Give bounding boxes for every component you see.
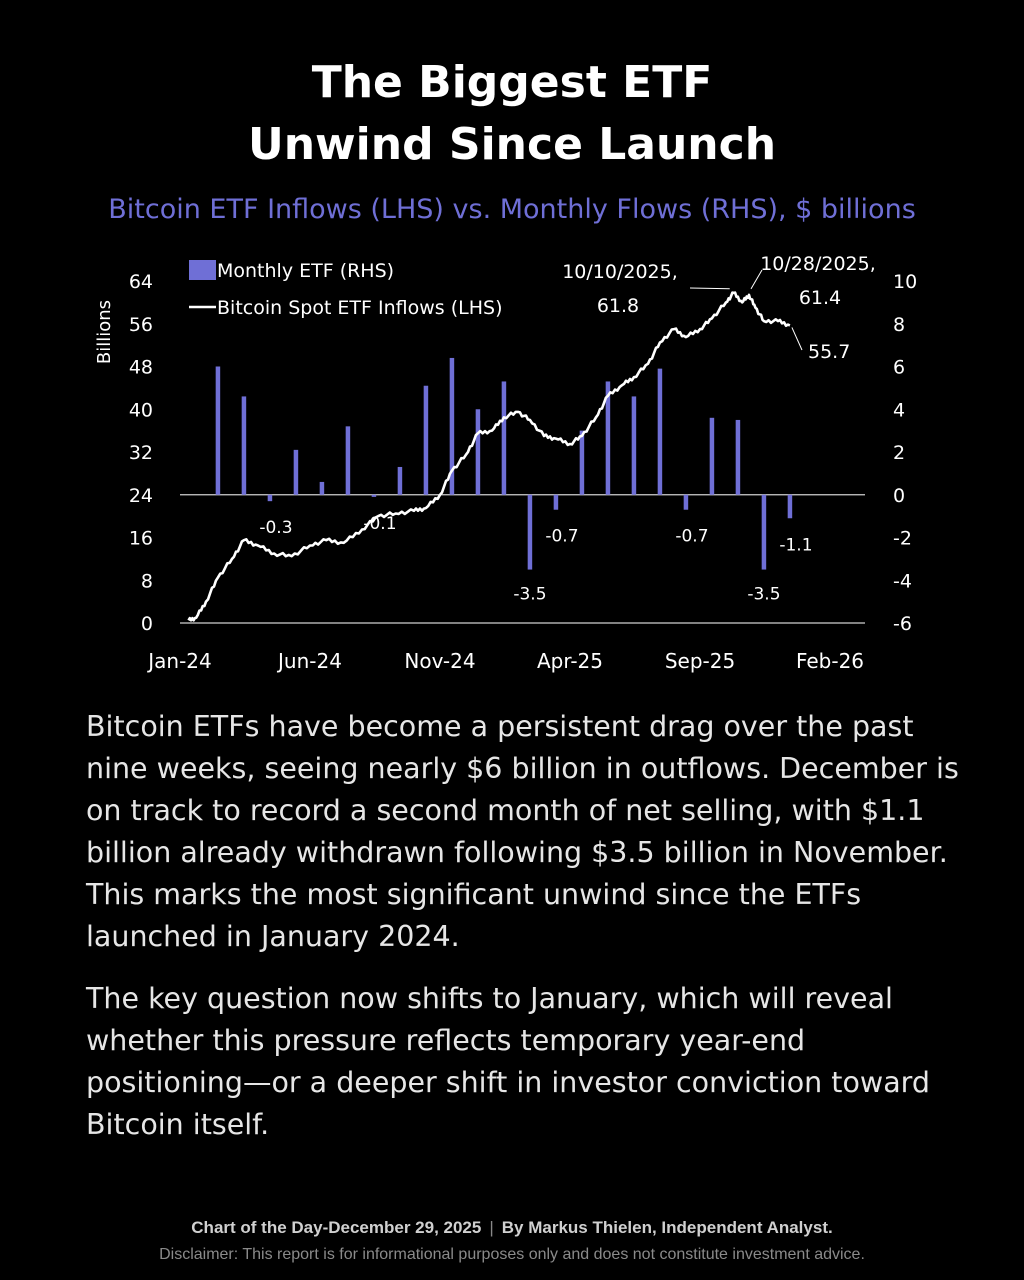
footer-credit bbox=[0, 1218, 1024, 1238]
chart-subtitle: Bitcoin ETF Inflows (LHS) vs. Monthly Flows (RHS), $ billions bbox=[108, 194, 916, 225]
paragraph-2: The key question now shifts to January, which will reveal whether this pressure reflects temporary year-end positioning—or a deeper shift in investor conviction toward Bitcoin itself. bbox=[86, 982, 930, 1141]
y-left-axis-label: Billions bbox=[94, 300, 115, 365]
footer-author: By Markus Thielen, Independent Analyst. bbox=[501, 1218, 833, 1237]
flow-bar bbox=[346, 426, 351, 494]
bar-value-label: -0.7 bbox=[675, 526, 709, 547]
y-right-tick-label: 6 bbox=[893, 356, 906, 379]
y-right-tick-label: 8 bbox=[893, 313, 906, 336]
flow-bar bbox=[476, 409, 481, 495]
title-line-1: The Biggest ETF bbox=[311, 57, 713, 108]
legend-bar-swatch bbox=[189, 260, 216, 280]
y-left-tick-label: 8 bbox=[140, 570, 153, 593]
paragraph-1: Bitcoin ETFs have become a persistent drag over the past nine weeks, seeing nearly $6 billion in outflows. December is on track to record a second month of net selling, with $1.1 billion already withdrawn following $3.5 billion in November. This marks the most significant unwind since the ETFs launched in January 2024. bbox=[86, 710, 959, 953]
bar-value-label: -0.7 bbox=[545, 526, 579, 547]
legend-line-label: Bitcoin Spot ETF Inflows (LHS) bbox=[217, 297, 503, 319]
flow-bar bbox=[294, 450, 299, 495]
y-right-tick-label: 2 bbox=[893, 442, 906, 464]
annotation-value: 61.8 bbox=[596, 295, 640, 317]
flow-bar bbox=[710, 418, 715, 495]
annotation-date: 10/28/2025, bbox=[760, 253, 876, 275]
flow-bar bbox=[216, 367, 221, 495]
title-line-2: Unwind Since Launch bbox=[247, 119, 777, 170]
footer-date: Chart of the Day-December 29, 2025 bbox=[191, 1218, 482, 1237]
flow-bar bbox=[684, 495, 689, 510]
x-tick-label: Nov-24 bbox=[404, 649, 476, 673]
y-left-tick-label: 32 bbox=[128, 442, 153, 464]
y-right-tick-label: -6 bbox=[893, 613, 912, 635]
y-left-tick-label: 56 bbox=[128, 313, 153, 336]
y-left-tick-label: 16 bbox=[128, 527, 153, 550]
etf-flows-chart bbox=[0, 240, 1024, 680]
flow-bar bbox=[580, 431, 585, 495]
page-title bbox=[0, 52, 1024, 176]
annotation-value: 61.4 bbox=[798, 287, 842, 309]
y-right-tick-label: 10 bbox=[893, 271, 918, 293]
x-tick-label: Apr-25 bbox=[537, 649, 603, 673]
y-right-tick-label: 0 bbox=[893, 484, 906, 507]
flow-bar bbox=[736, 420, 741, 495]
y-left-tick-label: 0 bbox=[140, 613, 153, 635]
annotation-value: 55.7 bbox=[808, 341, 851, 363]
x-tick-label: Feb-26 bbox=[795, 649, 865, 673]
bar-value-label: -0.3 bbox=[259, 518, 293, 539]
inflows-line bbox=[189, 293, 790, 621]
flow-bar bbox=[762, 495, 767, 570]
flow-bar bbox=[242, 396, 247, 494]
y-right-tick-label: -4 bbox=[893, 570, 912, 593]
flow-bar bbox=[528, 495, 533, 570]
annotation-leader bbox=[792, 327, 802, 350]
bar-value-label: -0.1 bbox=[363, 513, 397, 534]
flow-bar bbox=[632, 396, 637, 494]
y-right-tick-label: 4 bbox=[893, 399, 906, 422]
y-left-tick-label: 64 bbox=[128, 271, 153, 293]
flow-bar bbox=[268, 495, 273, 501]
bar-value-label: -3.5 bbox=[513, 584, 547, 605]
flow-bar bbox=[424, 386, 429, 495]
flow-bar bbox=[658, 369, 663, 495]
annotation-leader bbox=[751, 270, 762, 289]
x-tick-label: Jun-24 bbox=[278, 649, 342, 673]
annotation-date: 10/10/2025, bbox=[562, 261, 678, 283]
footer-separator: | bbox=[489, 1218, 494, 1237]
flow-bar bbox=[320, 482, 325, 495]
annotation-leader bbox=[690, 288, 730, 289]
bar-value-label: -3.5 bbox=[747, 584, 781, 605]
y-left-tick-label: 24 bbox=[128, 484, 153, 507]
bar-value-label: -1.1 bbox=[779, 535, 813, 556]
flow-bar bbox=[788, 495, 793, 519]
flow-bar bbox=[372, 495, 377, 497]
flow-bar bbox=[554, 495, 559, 510]
disclaimer: Disclaimer: This report is for informational purposes only and does not constitute investment advice. bbox=[159, 1246, 865, 1263]
y-left-tick-label: 48 bbox=[128, 356, 153, 379]
x-tick-label: Jan-24 bbox=[148, 649, 212, 673]
y-right-tick-label: -2 bbox=[893, 527, 912, 550]
flow-bar bbox=[502, 381, 507, 494]
legend-bar-label: Monthly ETF (RHS) bbox=[217, 260, 395, 282]
flow-bar bbox=[398, 467, 403, 495]
y-left-tick-label: 40 bbox=[128, 399, 153, 422]
x-tick-label: Sep-25 bbox=[664, 649, 736, 673]
